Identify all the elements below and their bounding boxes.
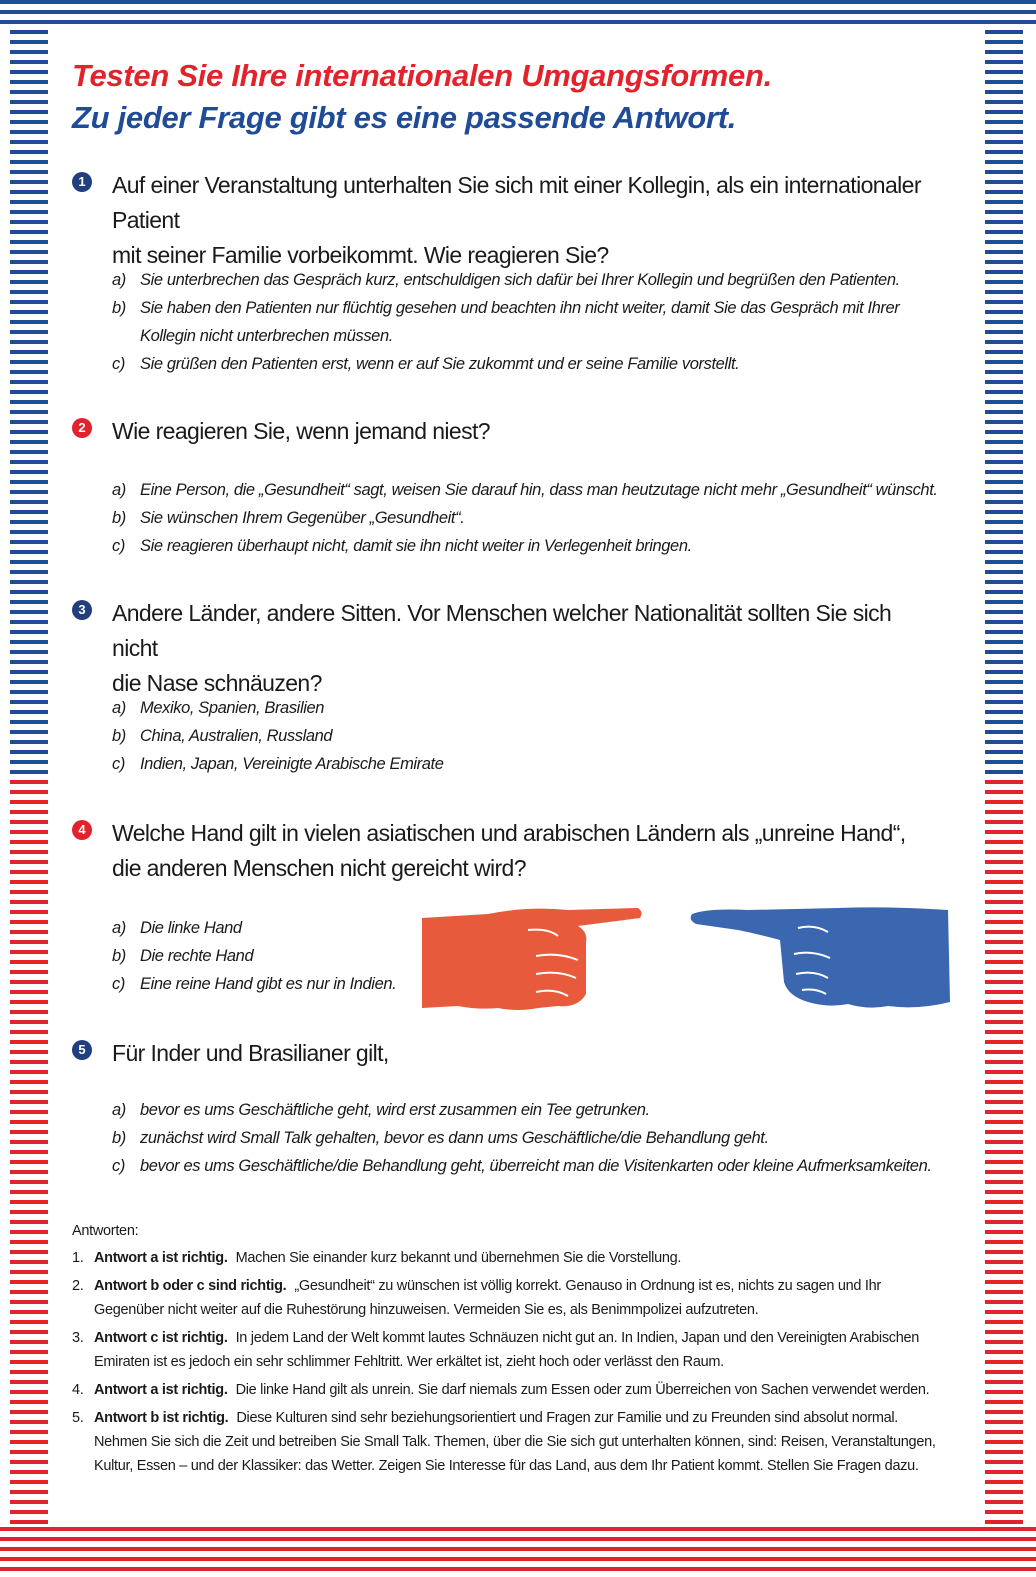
red-pointing-hand-icon — [422, 908, 642, 1010]
solution-index: 3. — [72, 1330, 84, 1346]
answer-text: Sie reagieren überhaupt nicht, damit sie ihn nicht weiter in Verlegenheit bringen. — [140, 537, 692, 555]
solution-text: „Gesundheit“ zu wünschen ist völlig korrekt. Genauso in Ordnung ist es, nichts zu sagen und Ihr Gegenüber nicht weiter auf die Ruhestörung hinzuweisen. Vermeiden Sie es, als Benimmpolizei aufzutreten. — [94, 1278, 881, 1318]
answer-label: b) — [112, 509, 126, 527]
question-text — [112, 414, 942, 449]
answer-label: c) — [112, 755, 125, 773]
answer-text: Sie unterbrechen das Gespräch kurz, entschuldigen sich dafür bei Ihrer Kollegin und begrüßen den Patienten. — [140, 271, 900, 289]
solution-index: 5. — [72, 1410, 84, 1426]
answer-list — [112, 914, 432, 998]
blue-pointing-hand-icon — [691, 907, 950, 1007]
solution-text: Diese Kulturen sind sehr beziehungsorientiert und Fragen zur Familie und zu Freunden sind absolut normal. Nehmen Sie sich die Zeit und betreiben Sie Small Talk. Themen, über die Sie sich gut unterhalten können, sind: Reisen, Veranstaltungen, Kultur, Essen – und der Klassiker: das Wetter. Zeigen Sie Interesse für das Land, aus dem Ihr Patient kommt. Stellen Sie Fragen dazu. — [94, 1410, 936, 1474]
answer-text: Mexiko, Spanien, Brasilien — [140, 699, 325, 717]
question-text — [112, 816, 942, 886]
answer-option — [112, 476, 942, 504]
right-blue-stripes — [985, 30, 1023, 780]
question-line: die Nase schnäuzen? — [112, 670, 322, 696]
answer-list — [112, 694, 942, 778]
answer-option — [112, 1124, 942, 1152]
answer-option — [112, 266, 942, 294]
answer-text: China, Australien, Russland — [140, 727, 333, 745]
answer-text: bevor es ums Geschäftliche/die Behandlung geht, überreicht man die Visitenkarten oder kleine Aufmerksamkeiten. — [140, 1157, 932, 1175]
solution-item — [72, 1246, 952, 1270]
question-number-badge: 2 — [72, 418, 92, 438]
left-blue-stripes — [10, 30, 48, 780]
answer-label: a) — [112, 919, 126, 937]
bottom-stripe-border — [0, 1527, 1036, 1577]
question-number-badge: 3 — [72, 600, 92, 620]
solution-index: 2. — [72, 1278, 84, 1294]
solution-item — [72, 1378, 952, 1402]
answer-label: b) — [112, 299, 126, 317]
solution-text: In jedem Land der Welt kommt lautes Schnäuzen nicht gut an. In Indien, Japan und den Vereinigten Arabischen Emiraten ist es jedoch ein sehr schlimmer Fehltritt. Wer erkältet ist, zieht hoch oder verlässt den Raum. — [94, 1330, 920, 1370]
answer-text: Eine Person, die „Gesundheit“ sagt, weisen Sie darauf hin, dass man heutzutage nicht mehr „Gesundheit“ wünscht. — [140, 481, 938, 499]
answer-list — [112, 476, 942, 560]
answer-option — [112, 942, 432, 970]
answer-text: Sie grüßen den Patienten erst, wenn er auf Sie zukommt und er seine Familie vorstellt. — [140, 355, 740, 373]
question-text — [112, 1036, 942, 1071]
answer-label: c) — [112, 1157, 125, 1175]
answer-label: c) — [112, 975, 125, 993]
answer-text: Eine reine Hand gibt es nur in Indien. — [140, 975, 397, 993]
answer-option — [112, 722, 942, 750]
question-line: mit seiner Familie vorbeikommt. Wie reagieren Sie? — [112, 242, 609, 268]
answer-option — [112, 294, 942, 350]
answer-label: c) — [112, 355, 125, 373]
question-text — [112, 596, 942, 701]
left-red-stripes — [10, 780, 48, 1527]
solution-verdict: Antwort c ist richtig. — [94, 1330, 228, 1346]
solution-item — [72, 1326, 952, 1374]
answer-option — [112, 694, 942, 722]
solutions-heading: Antworten: — [72, 1223, 139, 1239]
pointing-hands-illustration — [418, 898, 958, 1028]
answer-option — [112, 1096, 942, 1124]
solution-index: 1. — [72, 1250, 84, 1266]
question-number-badge: 4 — [72, 820, 92, 840]
question-line: Auf einer Veranstaltung unterhalten Sie sich mit einer Kollegin, als ein internationaler Patient — [112, 172, 921, 233]
answer-option — [112, 350, 942, 378]
solution-text: Die linke Hand gilt als unrein. Sie darf niemals zum Essen oder zum Überreichen von Sachen verwendet werden. — [235, 1382, 930, 1398]
solution-verdict: Antwort a ist richtig. — [94, 1250, 228, 1266]
question-number-badge: 1 — [72, 172, 92, 192]
answer-option — [112, 1152, 942, 1180]
answer-text: zunächst wird Small Talk gehalten, bevor es dann ums Geschäftliche/die Behandlung geht. — [140, 1129, 769, 1147]
answer-option — [112, 532, 942, 560]
question-line: Für Inder und Brasilianer gilt, — [112, 1040, 389, 1066]
answer-label: c) — [112, 537, 125, 555]
top-stripe-border — [0, 0, 1036, 30]
answer-text: Die rechte Hand — [140, 947, 254, 965]
answer-text: Sie haben den Patienten nur flüchtig gesehen und beachten ihn nicht weiter, damit Sie das Gespräch mit Ihrer Kollegin nicht unterbrechen müssen. — [140, 299, 900, 345]
solution-verdict: Antwort b ist richtig. — [94, 1410, 229, 1426]
answer-list — [112, 266, 942, 378]
solution-verdict: Antwort b oder c sind richtig. — [94, 1278, 287, 1294]
answer-text: bevor es ums Geschäftliche geht, wird erst zusammen ein Tee getrunken. — [140, 1101, 650, 1119]
answer-list — [112, 1096, 942, 1180]
answer-option — [112, 970, 432, 998]
answer-label: b) — [112, 1129, 126, 1147]
question-text — [112, 168, 942, 273]
question-line: die anderen Menschen nicht gereicht wird? — [112, 855, 526, 881]
page-title-line-1: Testen Sie Ihre internationalen Umgangsformen. — [72, 58, 772, 93]
answer-text: Sie wünschen Ihrem Gegenüber „Gesundheit“. — [140, 509, 465, 527]
answer-label: a) — [112, 1101, 126, 1119]
solutions-section — [72, 1220, 952, 1478]
question-line: Wie reagieren Sie, wenn jemand niest? — [112, 418, 490, 444]
answer-label: a) — [112, 481, 126, 499]
answer-text: Indien, Japan, Vereinigte Arabische Emirate — [140, 755, 444, 773]
answer-label: b) — [112, 727, 126, 745]
solution-index: 4. — [72, 1382, 84, 1398]
answer-label: a) — [112, 699, 126, 717]
solution-text: Machen Sie einander kurz bekannt und übernehmen Sie die Vorstellung. — [235, 1250, 682, 1266]
solution-item — [72, 1274, 952, 1322]
right-red-stripes — [985, 780, 1023, 1527]
question-line: Andere Länder, andere Sitten. Vor Menschen welcher Nationalität sollten Sie sich nicht — [112, 600, 892, 661]
answer-text: Die linke Hand — [140, 919, 242, 937]
question-number-badge: 5 — [72, 1040, 92, 1060]
answer-label: a) — [112, 271, 126, 289]
answer-option — [112, 504, 942, 532]
answer-option — [112, 750, 942, 778]
answer-label: b) — [112, 947, 126, 965]
page-title-line-2: Zu jeder Frage gibt es eine passende Antwort. — [72, 100, 737, 135]
solution-item — [72, 1406, 952, 1478]
solution-verdict: Antwort a ist richtig. — [94, 1382, 228, 1398]
answer-option — [112, 914, 432, 942]
question-line: Welche Hand gilt in vielen asiatischen und arabischen Ländern als „unreine Hand“, — [112, 820, 906, 846]
